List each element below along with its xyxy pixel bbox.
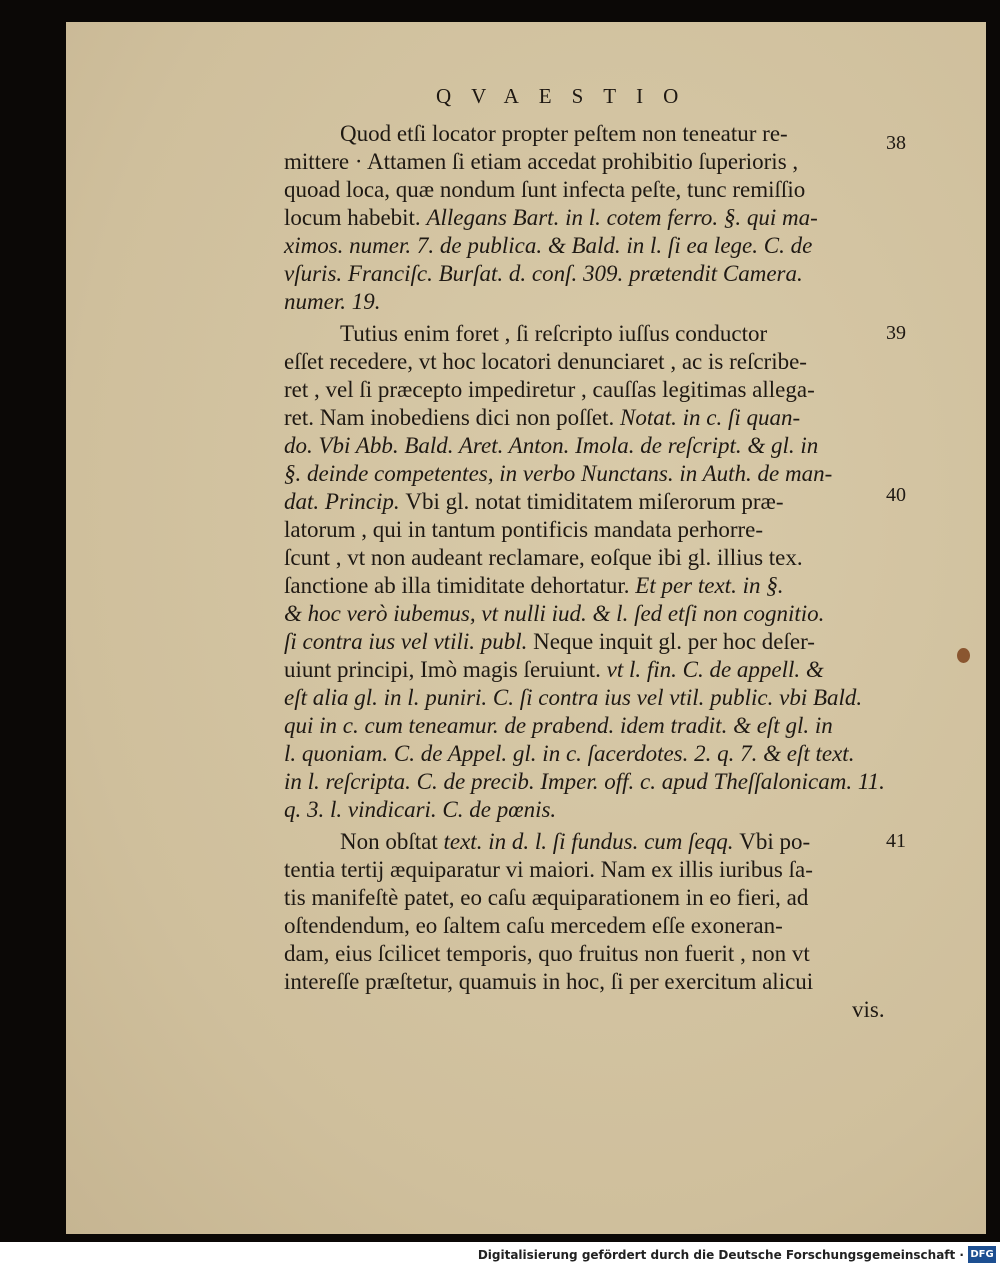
text-line: eſt alia gl. in l. puniri. C. ſi contra ius vel vtil. public. vbi Bald.	[284, 685, 863, 710]
running-head: QVAESTIO	[436, 84, 699, 108]
text-line: dam, eius ſcilicet temporis, quo fruitus non fuerit , non vt	[284, 941, 810, 966]
text-line: mittere · Attamen ſi etiam accedat prohibitio ſuperioris ,	[284, 149, 799, 174]
catchword: vis.	[852, 997, 885, 1022]
text-line: do. Vbi Abb. Bald. Aret. Anton. Imola. de reſcript. & gl. in	[284, 433, 819, 458]
text-line: dat. Princip. Vbi gl. notat timiditatem miſerorum præ-	[284, 489, 784, 514]
text-line: q. 3. l. vindicari. C. de pœnis.	[284, 797, 557, 822]
text-line: ſanctione ab illa timiditate dehortatur. Et per text. in §.	[284, 573, 784, 598]
margin-number: 38	[886, 132, 906, 154]
text-line: ret , vel ſi præcepto impediretur , cauſſas legitimas allega-	[284, 377, 815, 402]
text-line: ret. Nam inobediens dici non poſſet. Notat. in c. ſi quan-	[284, 405, 801, 430]
footer-bar	[0, 1242, 1000, 1269]
text-line: ſcunt , vt non audeant reclamare, eoſque ibi gl. illius tex.	[284, 545, 803, 570]
text-line: quoad loca, quæ nondum ſunt infecta peſte, tunc remiſſio	[284, 177, 806, 202]
text-line: & hoc verò iubemus, vt nulli iud. & l. ſed etſi non cognitio.	[284, 601, 825, 626]
text-line: latorum , qui in tantum pontificis mandata perhorre-	[284, 517, 764, 542]
margin-number: 41	[886, 830, 906, 852]
margin-number: 40	[886, 484, 906, 506]
text-line: §. deinde competentes, in verbo Nunctans. in Auth. de man-	[284, 461, 833, 486]
text-line: qui in c. cum teneamur. de prabend. idem tradit. & eſt gl. in	[284, 713, 833, 738]
text-line: ximos. numer. 7. de publica. & Bald. in l. ſi ea lege. C. de	[284, 233, 813, 258]
text-line: uiunt principi, Imò magis ſeruiunt. vt l. fin. C. de appell. &	[284, 657, 824, 682]
dfg-logo[interactable]: DFG	[968, 1246, 996, 1263]
text-line: numer. 19.	[284, 289, 381, 314]
text-line: tentia tertij æquiparatur vi maiori. Nam ex illis iuribus ſa-	[284, 857, 813, 882]
text-line: tis manifeſtè patet, eo caſu æquiparationem in eo fieri, ad	[284, 885, 809, 910]
text-line: in l. reſcripta. C. de precib. Imper. off. c. apud Theſſalonicam. 11.	[284, 769, 885, 794]
text-line: intereſſe præſtetur, quamuis in hoc, ſi per exercitum alicui	[284, 969, 814, 994]
footer-credit: Digitalisierung gefördert durch die Deutsche Forschungsgemeinschaft ·	[477, 1248, 964, 1262]
text-line: Tutius enim foret , ſi reſcripto iuſſus conductor	[340, 321, 768, 346]
text-line: eſſet recedere, vt hoc locatori denunciaret , ac is reſcribe-	[284, 349, 807, 374]
text-line: l. quoniam. C. de Appel. gl. in c. ſacerdotes. 2. q. 7. & eſt text.	[284, 741, 855, 766]
margin-number: 39	[886, 322, 906, 344]
ink-stain	[957, 648, 970, 663]
text-line: oſtendendum, eo ſaltem caſu mercedem eſſe exoneran-	[284, 913, 783, 938]
text-line: Non obſtat text. in d. l. ſi fundus. cum ſeqq. Vbi po-	[340, 829, 811, 854]
text-line: ſi contra ius vel vtili. publ. Neque inquit gl. per hoc deſer-	[284, 629, 815, 654]
text-line: locum habebit. Allegans Bart. in l. cotem ferro. §. qui ma-	[284, 205, 818, 230]
text-line: Quod etſi locator propter peſtem non teneatur re-	[340, 121, 788, 146]
text-line: vſuris. Franciſc. Burſat. d. conſ. 309. prætendit Camera.	[284, 261, 803, 286]
